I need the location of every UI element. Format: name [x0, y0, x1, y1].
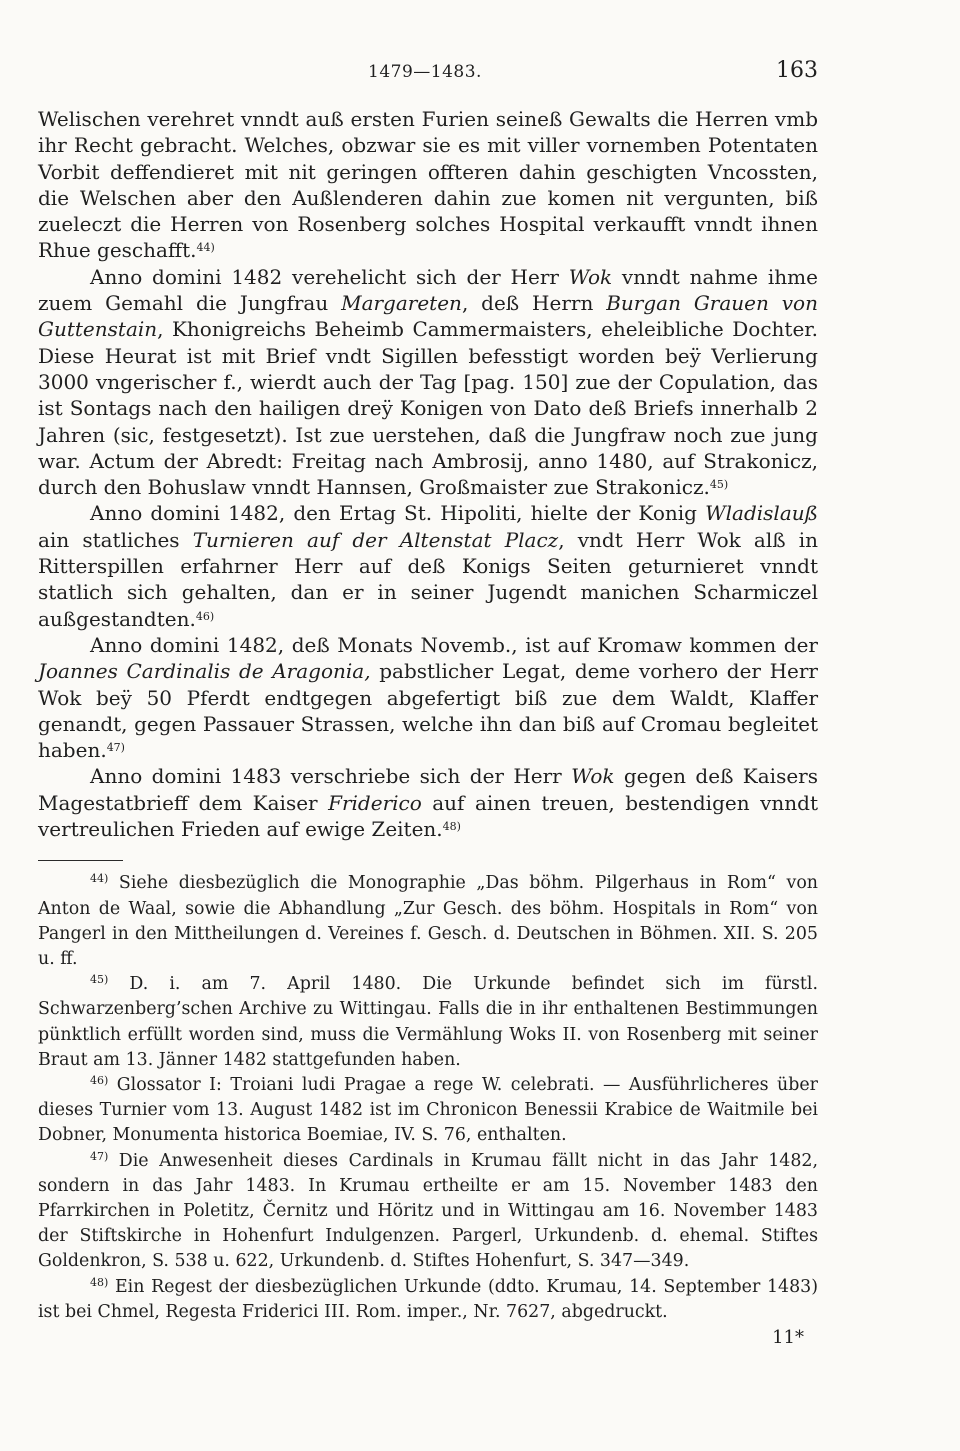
text-run: pabstlicher Legat, deme vorhero der Herr Wok beÿ 50 Pferdt endtgegen abgefertigt biß zue dem Waldt, Klaffer genandt, gegen Passauer Strassen, welche ihn dan biß auf Cromau begleitet haben. — [38, 659, 818, 763]
text-run: Anno domini 1482, deß Monats Novemb., ist auf Kromaw kommen der — [90, 632, 818, 657]
footnote-text: Siehe diesbezüglich die Monographie „Das böhm. Pilgerhaus in Rom“ von Anton de Waal, sowie die Abhandlung „Zur Gesch. des böhm. Hospitals in Rom“ von Pangerl in den Mittheilungen d. Vereines f. Gesch. d. Deutschen in Böhmen. XII. S. 205 u. ff. — [38, 873, 818, 969]
italic-name: Turnieren auf der Altenstat Placz — [192, 527, 559, 552]
paragraph — [38, 264, 818, 501]
italic-name: Burgan Grauen von Guttenstain — [38, 291, 818, 342]
footnote-ref: 48) — [442, 819, 461, 833]
footnote-ref: 44) — [196, 241, 215, 255]
text-run: auf ainen treuen, bestendigen vnndt vertreulichen Frieden auf ewige Zeiten. — [38, 790, 818, 842]
footnote-number: 45) — [90, 973, 109, 987]
paragraph — [38, 106, 818, 264]
text-run: , deß Herrn — [461, 291, 607, 316]
page-header — [38, 58, 818, 94]
footnote — [38, 972, 818, 1073]
text-run: Welischen verehret vnndt auß ersten Furien seineß Gewalts die Herren vmb ihr Recht gebracht. Welches, obzwar sie es mit viller vornemben Potentaten Vorbit deffendieret mit nit geringen offteren dahin geschigten Vncossten, die Welschen aber den Außlenderen dahin zue komen nit vergunten, biß zueleczt die Herren von Rosenberg solches Hospital verkaufft vnndt ihnen Rhue geschafft. — [38, 107, 818, 263]
italic-name: Margareten — [341, 291, 462, 316]
italic-name: Wok — [571, 764, 615, 789]
footnote — [38, 871, 818, 972]
text-run: ain statliches — [38, 527, 193, 552]
footnote-text: Die Anwesenheit dieses Cardinals in Krumau fällt nicht in das Jahr 1482, sondern in das Jahr 1483. In Krumau ertheilte er am 15. November 1483 den Pfarrkirchen in Poletitz, Černitz und Höritz und in Wittingau am 16. November 1483 der Stiftskirche in Hohenfurt Indulgenzen. Pargerl, Urkundenb. d. ehemal. Stiftes Goldenkron, S. 538 u. 622, Urkundenb. d. Stiftes Hohenfurt, S. 347—349. — [38, 1150, 818, 1272]
italic-name: Wladislauß — [705, 501, 818, 526]
page-number: 163 — [776, 58, 818, 83]
footnote-number: 48) — [90, 1275, 109, 1289]
paragraph — [38, 763, 818, 842]
footnote-number: 47) — [90, 1149, 109, 1163]
italic-name: Joannes Cardinalis de Aragonia, — [38, 659, 371, 684]
footnote-separator — [38, 860, 123, 861]
text-run: Anno domini 1482, den Ertag St. Hipoliti, hielte der Konig — [90, 501, 706, 526]
book-page — [38, 58, 818, 1348]
running-head-years: 1479—1483. — [368, 62, 482, 82]
footnote-ref: 47) — [106, 741, 125, 755]
text-run: gegen deß Kaisers Magestatbrieff dem Kaiser — [38, 764, 818, 815]
main-text — [38, 106, 818, 842]
footnote-ref: 45) — [709, 478, 729, 492]
text-run: , Khonigreichs Beheimb Cammermaisters, eheleibliche Dochter. Diese Heurat ist mit Brief vndt Sigillen befesstigt worden beÿ Verlierung 3000 vngerischer f., wierdt auch der Tag [pag. 150] zue der Copulation, das ist Sontags nach den hailigen dreÿ Konigen von Dato deß Briefs innerhalb 2 Jahren (sic, festgesetzt). Ist zue uerstehen, daß die Jungfraw noch zue jung war. Actum der Abredt: Freitag nach Ambrosij, anno 1480, auf Strakonicz, durch den Bohuslaw vnndt Hannsen, Großmaister zue Strakonicz. — [38, 317, 818, 500]
footnotes — [38, 871, 818, 1325]
text-run: , vndt Herr Wok alß in Ritterspillen erfahrner Herr auf deß Konigs Seiten geturnieret vnndt statlich sich gehalten, dan er in seiner Jugendt manichen Scharmiczel außgestandten. — [38, 527, 818, 631]
footnote-text: Ein Regest der diesbezüglichen Urkunde (ddto. Krumau, 14. September 1483) ist bei Chmel, Regesta Friderici III. Rom. imper., Nr. 7627, abgedruckt. — [38, 1276, 818, 1322]
paragraph — [38, 500, 818, 631]
text-run: Anno domini 1482 verehelicht sich der Herr — [90, 264, 569, 289]
text-run: vnndt nahme ihme zuem Gemahl die Jungfrau — [38, 264, 818, 316]
footnote — [38, 1149, 818, 1275]
footnote-number: 44) — [90, 872, 109, 886]
paragraph — [38, 632, 818, 763]
footnote-number: 46) — [90, 1073, 109, 1087]
footnote-ref: 46) — [195, 609, 215, 623]
text-run: Anno domini 1483 verschriebe sich der Herr — [90, 764, 572, 789]
footnote — [38, 1073, 818, 1149]
footnote-text: Glossator I: Troiani ludi Pragae a rege W. celebrati. — Ausführlicheres über dieses Turnier vom 13. August 1482 ist im Chronicon Benessii Krabice de Waitmile bei Dobner, Monumenta historica Boemiae, IV. S. 76, enthalten. — [38, 1074, 818, 1146]
footnote — [38, 1275, 818, 1325]
signature-mark: 11* — [772, 1326, 804, 1348]
footnote-text: D. i. am 7. April 1480. Die Urkunde befindet sich im fürstl. Schwarzenberg’schen Archive zu Wittingau. Falls die in ihr enthaltenen Bestimmungen pünktlich erfüllt worden sind, muss die Vermählung Woks II. von Rosenberg mit seiner Braut am 13. Jänner 1482 stattgefunden haben. — [38, 974, 818, 1070]
italic-name: Wok — [568, 264, 613, 289]
italic-name: Friderico — [328, 790, 422, 815]
